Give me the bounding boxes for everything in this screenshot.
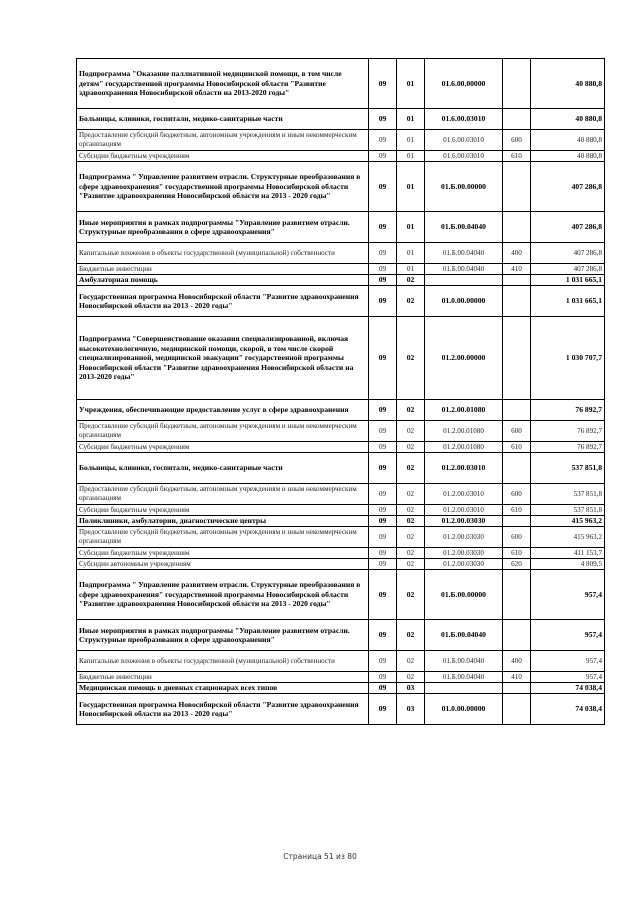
section-code-cell: 09 <box>369 484 397 505</box>
amount-cell: 407 286,8 <box>531 243 605 264</box>
target-article-cell <box>425 683 503 694</box>
subsection-code-cell: 02 <box>397 620 425 651</box>
table-row <box>77 130 605 151</box>
row-name-cell: Иные мероприятия в рамках подпрограммы "Управление развитием отрасли. Структурные преобразования в сфере здравоохранения" <box>77 212 369 243</box>
expense-type-cell <box>503 683 531 694</box>
subsection-code-cell: 02 <box>397 651 425 672</box>
amount-cell: 537 851,8 <box>531 505 605 516</box>
expense-type-cell: 610 <box>503 505 531 516</box>
amount-cell: 1 031 665,1 <box>531 286 605 317</box>
section-code-cell: 09 <box>369 109 397 130</box>
expense-type-cell <box>503 275 531 286</box>
table-row <box>77 317 605 400</box>
amount-cell: 957,4 <box>531 672 605 683</box>
expense-type-cell <box>503 109 531 130</box>
amount-cell: 537 851,8 <box>531 484 605 505</box>
target-article-cell: 01.Б.00.00000 <box>425 570 503 620</box>
target-article-cell: 01.Б.00.04040 <box>425 620 503 651</box>
table-row <box>77 516 605 527</box>
amount-cell: 74 038,4 <box>531 694 605 725</box>
subsection-code-cell: 02 <box>397 570 425 620</box>
amount-cell: 957,4 <box>531 651 605 672</box>
target-article-cell: 01.Б.00.04040 <box>425 672 503 683</box>
row-name-cell: Государственная программа Новосибирской области "Развитие здравоохранения Новосибирской области на 2013 - 2020 годы" <box>77 694 369 725</box>
table-row <box>77 442 605 453</box>
subsection-code-cell: 01 <box>397 151 425 162</box>
target-article-cell: 01.2.00.01080 <box>425 400 503 421</box>
section-code-cell: 09 <box>369 527 397 548</box>
amount-cell: 40 880,8 <box>531 130 605 151</box>
row-name-cell: Субсидии бюджетным учреждениям <box>77 548 369 559</box>
table-row <box>77 212 605 243</box>
section-code-cell: 09 <box>369 548 397 559</box>
row-name-cell: Подпрограмма " Управление развитием отрасли. Структурные преобразования в сфере здравоохранения" государственной программы Новосибирской области "Развитие здравоохранения Новосибирской области на 2013 - 2020 годы" <box>77 162 369 212</box>
row-name-cell: Субсидии бюджетным учреждениям <box>77 505 369 516</box>
table-row <box>77 275 605 286</box>
row-name-cell: Больницы, клиники, госпитали, медико-санитарные части <box>77 453 369 484</box>
expense-type-cell <box>503 453 531 484</box>
subsection-code-cell: 02 <box>397 400 425 421</box>
table-row <box>77 151 605 162</box>
target-article-cell: 01.2.00.01080 <box>425 421 503 442</box>
subsection-code-cell: 01 <box>397 264 425 275</box>
expense-type-cell: 600 <box>503 527 531 548</box>
section-code-cell: 09 <box>369 516 397 527</box>
amount-cell: 4 809,5 <box>531 559 605 570</box>
row-name-cell: Субсидии бюджетным учреждениям <box>77 151 369 162</box>
subsection-code-cell: 01 <box>397 212 425 243</box>
target-article-cell: 01.Б.00.00000 <box>425 162 503 212</box>
row-name-cell: Субсидии бюджетным учреждениям <box>77 442 369 453</box>
target-article-cell: 01.2.00.03030 <box>425 548 503 559</box>
expense-type-cell: 410 <box>503 264 531 275</box>
subsection-code-cell: 02 <box>397 421 425 442</box>
target-article-cell: 01.2.00.01080 <box>425 442 503 453</box>
subsection-code-cell: 02 <box>397 484 425 505</box>
target-article-cell: 01.2.00.03010 <box>425 484 503 505</box>
subsection-code-cell: 01 <box>397 130 425 151</box>
expense-type-cell <box>503 570 531 620</box>
row-name-cell: Предоставление субсидий бюджетным, автономным учреждениям и иным некоммерческим организациям <box>77 421 369 442</box>
section-code-cell: 09 <box>369 683 397 694</box>
row-name-cell: Бюджетные инвестиции <box>77 264 369 275</box>
subsection-code-cell: 01 <box>397 162 425 212</box>
amount-cell: 1 031 665,1 <box>531 275 605 286</box>
expense-type-cell: 620 <box>503 559 531 570</box>
row-name-cell: Подпрограмма "Оказание паллиативной медицинской помощи, в том числе детям" государственной программы Новосибирской области "Развитие здравоохранения Новосибирской области на 2013-2020 годы" <box>77 59 369 109</box>
table-row <box>77 527 605 548</box>
section-code-cell: 09 <box>369 317 397 400</box>
subsection-code-cell: 01 <box>397 59 425 109</box>
table-row <box>77 264 605 275</box>
expense-type-cell: 610 <box>503 151 531 162</box>
table-row <box>77 683 605 694</box>
amount-cell: 407 286,8 <box>531 212 605 243</box>
amount-cell: 407 286,8 <box>531 162 605 212</box>
section-code-cell: 09 <box>369 243 397 264</box>
subsection-code-cell: 02 <box>397 505 425 516</box>
section-code-cell: 09 <box>369 264 397 275</box>
subsection-code-cell: 02 <box>397 286 425 317</box>
expense-type-cell <box>503 516 531 527</box>
section-code-cell: 09 <box>369 651 397 672</box>
target-article-cell: 01.2.00.03010 <box>425 453 503 484</box>
expense-type-cell <box>503 317 531 400</box>
target-article-cell: 01.2.00.03030 <box>425 516 503 527</box>
table-row <box>77 59 605 109</box>
table-row <box>77 243 605 264</box>
amount-cell: 407 286,8 <box>531 264 605 275</box>
subsection-code-cell: 02 <box>397 516 425 527</box>
row-name-cell: Капитальные вложения в объекты государственной (муниципальной) собственности <box>77 651 369 672</box>
section-code-cell: 09 <box>369 162 397 212</box>
row-name-cell: Медицинская помощь в дневных стационарах всех типов <box>77 683 369 694</box>
row-name-cell: Иные мероприятия в рамках подпрограммы "Управление развитием отрасли. Структурные преобразования в сфере здравоохранения" <box>77 620 369 651</box>
expense-type-cell: 410 <box>503 672 531 683</box>
expense-type-cell <box>503 286 531 317</box>
subsection-code-cell: 02 <box>397 672 425 683</box>
table-row <box>77 109 605 130</box>
subsection-code-cell: 01 <box>397 109 425 130</box>
section-code-cell: 09 <box>369 421 397 442</box>
target-article-cell: 01.2.00.03030 <box>425 559 503 570</box>
amount-cell: 40 880,8 <box>531 109 605 130</box>
row-name-cell: Амбулаторная помощь <box>77 275 369 286</box>
subsection-code-cell: 02 <box>397 559 425 570</box>
subsection-code-cell: 02 <box>397 442 425 453</box>
target-article-cell <box>425 275 503 286</box>
amount-cell: 537 851,8 <box>531 453 605 484</box>
expense-type-cell: 600 <box>503 130 531 151</box>
target-article-cell: 01.6.00.00000 <box>425 59 503 109</box>
row-name-cell: Подпрограмма " Управление развитием отрасли. Структурные преобразования в сфере здравоохранения" государственной программы Новосибирской области "Развитие здравоохранения Новосибирской области на 2013 - 2020 годы" <box>77 570 369 620</box>
expense-type-cell: 600 <box>503 421 531 442</box>
subsection-code-cell: 02 <box>397 317 425 400</box>
expense-type-cell <box>503 212 531 243</box>
row-name-cell: Учреждения, обеспечивающие предоставление услуг в сфере здравоохранения <box>77 400 369 421</box>
target-article-cell: 01.6.00.03010 <box>425 151 503 162</box>
section-code-cell: 09 <box>369 620 397 651</box>
expense-type-cell <box>503 400 531 421</box>
target-article-cell: 01.6.00.03010 <box>425 130 503 151</box>
expense-type-cell <box>503 162 531 212</box>
row-name-cell: Капитальные вложения в объекты государственной (муниципальной) собственности <box>77 243 369 264</box>
section-code-cell: 09 <box>369 275 397 286</box>
table-row <box>77 651 605 672</box>
table-row <box>77 162 605 212</box>
target-article-cell: 01.2.00.00000 <box>425 317 503 400</box>
expense-type-cell: 400 <box>503 243 531 264</box>
row-name-cell: Больницы, клиники, госпитали, медико-санитарные части <box>77 109 369 130</box>
target-article-cell: 01.Б.00.04040 <box>425 243 503 264</box>
expense-type-cell: 600 <box>503 484 531 505</box>
row-name-cell: Государственная программа Новосибирской области "Развитие здравоохранения Новосибирской области на 2013 - 2020 годы" <box>77 286 369 317</box>
amount-cell: 74 038,4 <box>531 683 605 694</box>
amount-cell: 957,4 <box>531 620 605 651</box>
section-code-cell: 09 <box>369 130 397 151</box>
amount-cell: 411 153,7 <box>531 548 605 559</box>
target-article-cell: 01.Б.00.04040 <box>425 651 503 672</box>
row-name-cell: Поликлиники, амбулатории, диагностические центры <box>77 516 369 527</box>
amount-cell: 76 892,7 <box>531 421 605 442</box>
expense-type-cell <box>503 59 531 109</box>
target-article-cell: 01.0.00.00000 <box>425 286 503 317</box>
row-name-cell: Бюджетные инвестиции <box>77 672 369 683</box>
amount-cell: 76 892,7 <box>531 400 605 421</box>
amount-cell: 1 030 707,7 <box>531 317 605 400</box>
section-code-cell: 09 <box>369 151 397 162</box>
subsection-code-cell: 03 <box>397 694 425 725</box>
page-number: Страница 51 из 80 <box>283 852 357 861</box>
section-code-cell: 09 <box>369 453 397 484</box>
amount-cell: 415 963,2 <box>531 527 605 548</box>
row-name-cell: Субсидии автономным учреждениям <box>77 559 369 570</box>
expense-type-cell <box>503 694 531 725</box>
table-row <box>77 453 605 484</box>
amount-cell: 76 892,7 <box>531 442 605 453</box>
row-name-cell: Предоставление субсидий бюджетным, автономным учреждениям и иным некоммерческим организациям <box>77 484 369 505</box>
expense-type-cell: 400 <box>503 651 531 672</box>
table-row <box>77 484 605 505</box>
target-article-cell: 01.2.00.03010 <box>425 505 503 516</box>
table-row <box>77 694 605 725</box>
table-row <box>77 421 605 442</box>
subsection-code-cell: 03 <box>397 683 425 694</box>
subsection-code-cell: 01 <box>397 243 425 264</box>
table-row <box>77 570 605 620</box>
section-code-cell: 09 <box>369 286 397 317</box>
target-article-cell: 01.0.00.00000 <box>425 694 503 725</box>
section-code-cell: 09 <box>369 59 397 109</box>
target-article-cell: 01.6.00.03010 <box>425 109 503 130</box>
table-row <box>77 620 605 651</box>
table-row <box>77 559 605 570</box>
table-row <box>77 286 605 317</box>
expense-type-cell <box>503 620 531 651</box>
budget-table-body <box>77 59 605 725</box>
expense-type-cell: 610 <box>503 442 531 453</box>
section-code-cell: 09 <box>369 559 397 570</box>
section-code-cell: 09 <box>369 672 397 683</box>
row-name-cell: Предоставление субсидий бюджетным, автономным учреждениям и иным некоммерческим организациям <box>77 130 369 151</box>
subsection-code-cell: 02 <box>397 275 425 286</box>
budget-table <box>76 58 605 725</box>
section-code-cell: 09 <box>369 442 397 453</box>
section-code-cell: 09 <box>369 400 397 421</box>
target-article-cell: 01.Б.00.04040 <box>425 264 503 275</box>
section-code-cell: 09 <box>369 505 397 516</box>
table-row <box>77 672 605 683</box>
subsection-code-cell: 02 <box>397 548 425 559</box>
target-article-cell: 01.2.00.03030 <box>425 527 503 548</box>
amount-cell: 957,4 <box>531 570 605 620</box>
amount-cell: 40 880,8 <box>531 151 605 162</box>
subsection-code-cell: 02 <box>397 453 425 484</box>
row-name-cell: Предоставление субсидий бюджетным, автономным учреждениям и иным некоммерческим организациям <box>77 527 369 548</box>
table-row <box>77 400 605 421</box>
amount-cell: 40 880,8 <box>531 59 605 109</box>
target-article-cell: 01.Б.00.04040 <box>425 212 503 243</box>
table-row <box>77 505 605 516</box>
section-code-cell: 09 <box>369 570 397 620</box>
section-code-cell: 09 <box>369 212 397 243</box>
section-code-cell: 09 <box>369 694 397 725</box>
subsection-code-cell: 02 <box>397 527 425 548</box>
row-name-cell: Подпрограмма "Совершенствование оказания специализированной, включая высокотехнологичную, медицинской помощи, скорой, в том числе скорой специализированной, медицинской эвакуации" государственной программы Новосибирской области "Развитие здравоохранения Новосибирской области на 2013-2020 годы" <box>77 317 369 400</box>
amount-cell: 415 963,2 <box>531 516 605 527</box>
table-row <box>77 548 605 559</box>
expense-type-cell: 610 <box>503 548 531 559</box>
